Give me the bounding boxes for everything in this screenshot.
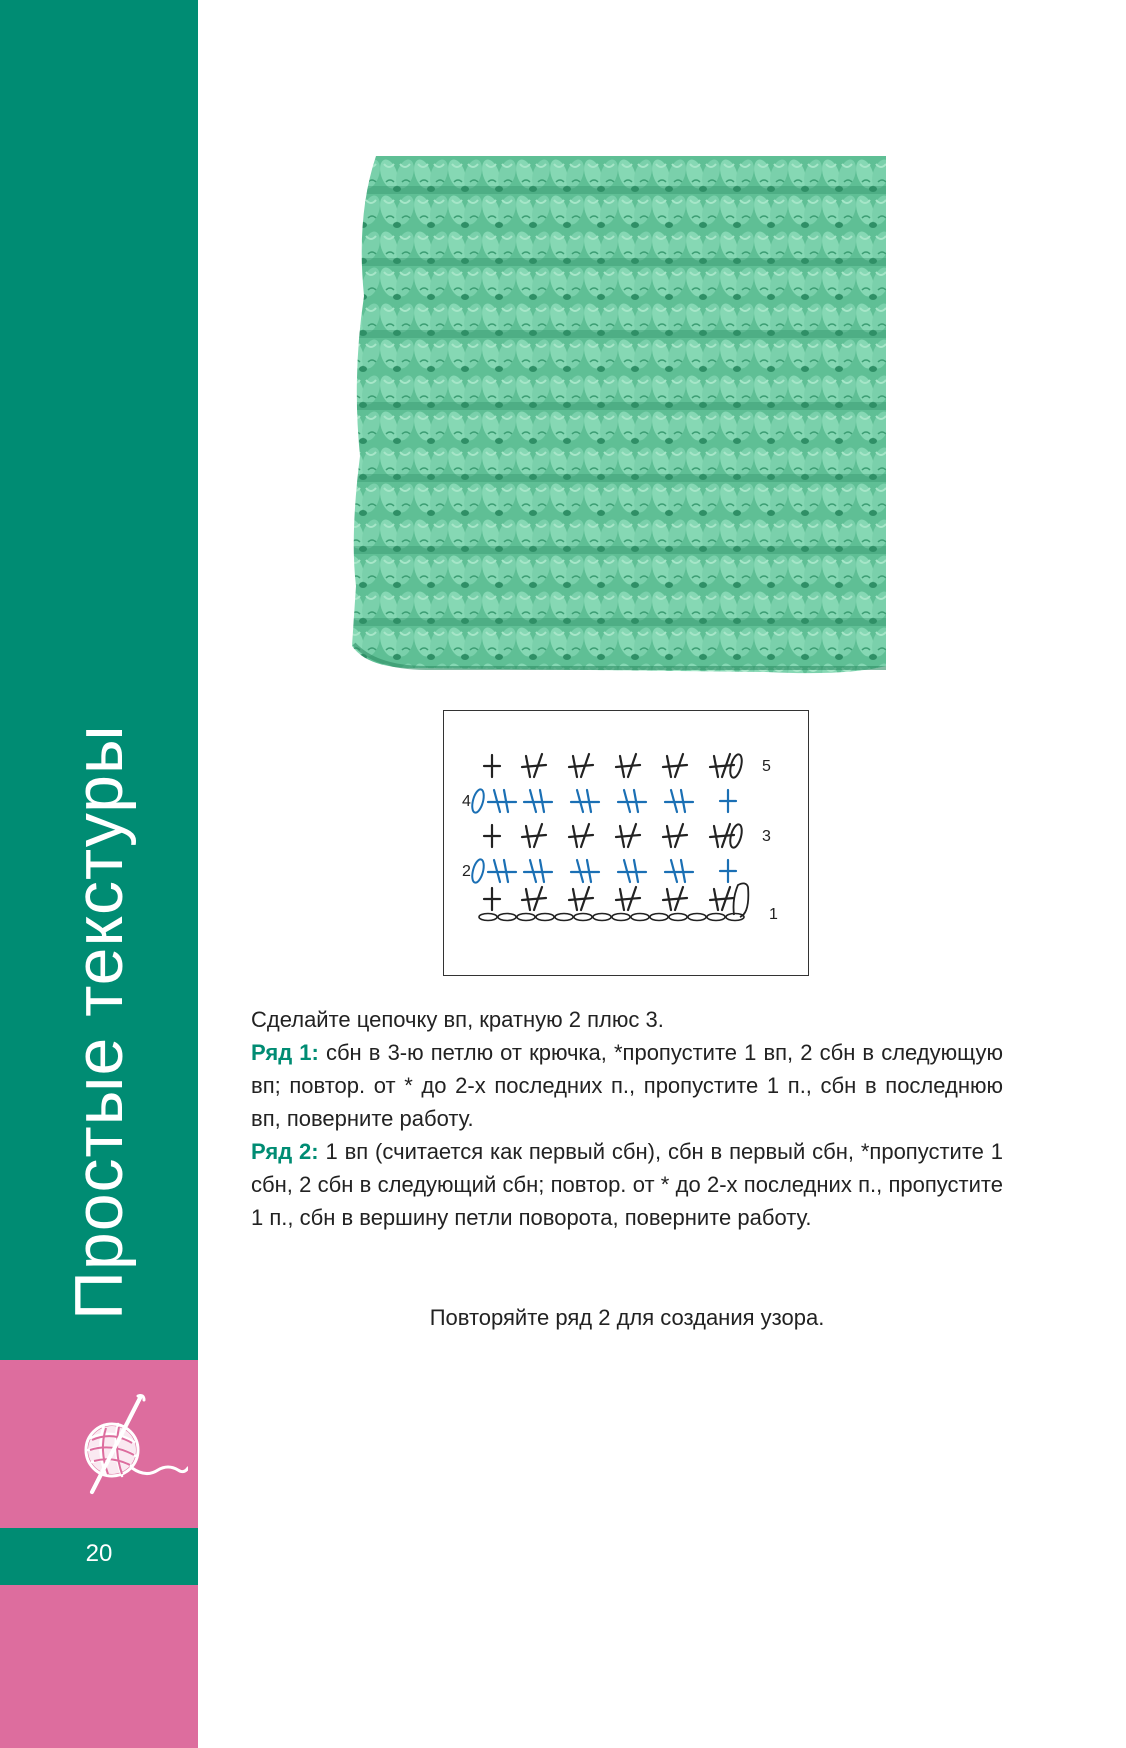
row-number-label: 3 <box>762 828 771 845</box>
turning-chain-symbol <box>734 883 749 917</box>
page-number: 20 <box>85 1540 113 1567</box>
increase-symbol <box>522 898 546 900</box>
chain-stitch-symbol <box>612 914 630 921</box>
section-title: Простые текстуры <box>61 724 137 1320</box>
chain-stitch-symbol <box>479 914 497 921</box>
row-2-text: 1 вп (считается как первый сбн), сбн в первый сбн, *пропустите 1 сбн, 2 сбн в следующий сбн; повтор. от * до 2-х последних п., пропустите 1 п., сбн в вершину петли поворота, поверните работу. <box>251 1139 1003 1230</box>
sidebar <box>0 0 198 1748</box>
yarn-ball-crochet-hook-icon <box>68 1392 188 1502</box>
increase-symbol <box>616 835 640 837</box>
row-1-instructions <box>251 1036 1003 1135</box>
chain-stitch-symbol <box>707 914 725 921</box>
chain-stitch-symbol <box>669 914 687 921</box>
repeat-note: Повторяйте ряд 2 для создания узора. <box>429 1305 825 1330</box>
chain-stitch-symbol <box>574 914 592 921</box>
chain-stitch-symbol <box>688 914 706 921</box>
chain-stitch-symbol <box>498 914 516 921</box>
increase-symbol <box>569 898 593 900</box>
increase-symbol <box>616 898 640 900</box>
row-2-instructions <box>251 1135 1003 1234</box>
increase-symbol <box>616 765 640 767</box>
increase-symbol <box>663 835 687 837</box>
chain-stitch-symbol <box>536 914 554 921</box>
chain-stitch-symbol <box>517 914 535 921</box>
sidebar-pink-footer <box>0 1585 198 1748</box>
chain-stitch-symbol <box>555 914 573 921</box>
row-number-label: 1 <box>769 906 778 923</box>
chain-stitch-symbol <box>470 788 486 814</box>
row-number-label: 5 <box>762 758 771 775</box>
chain-stitch-symbol <box>650 914 668 921</box>
row-2-label: Ряд 2: <box>251 1139 319 1164</box>
increase-symbol <box>663 765 687 767</box>
chain-stitch-symbol <box>470 858 486 884</box>
chain-stitch-symbol <box>593 914 611 921</box>
increase-symbol <box>569 835 593 837</box>
chain-stitch-symbol <box>631 914 649 921</box>
intro-text: Сделайте цепочку вп, кратную 2 плюс 3. <box>251 1007 664 1032</box>
row-number-label: 4 <box>462 793 471 810</box>
increase-symbol <box>710 898 734 900</box>
row-1-label: Ряд 1: <box>251 1040 319 1065</box>
increase-symbol <box>663 898 687 900</box>
stitch-diagram <box>443 710 809 976</box>
row-1-text: сбн в 3-ю петлю от крючка, *пропустите 1 вп, 2 сбн в следующую вп; повтор. от * до 2-х последних п., пропустите 1 п., сбн в последнюю вп, поверните работу. <box>251 1040 1003 1131</box>
chain-stitch-symbol <box>728 753 744 779</box>
increase-symbol <box>522 765 546 767</box>
increase-symbol <box>522 835 546 837</box>
stitch-diagram-chart <box>444 711 807 974</box>
pattern-instructions <box>251 1003 1003 1234</box>
crochet-swatch-photo <box>346 156 886 676</box>
increase-symbol <box>569 765 593 767</box>
row-number-label: 2 <box>462 863 471 880</box>
chain-stitch-symbol <box>728 823 744 849</box>
